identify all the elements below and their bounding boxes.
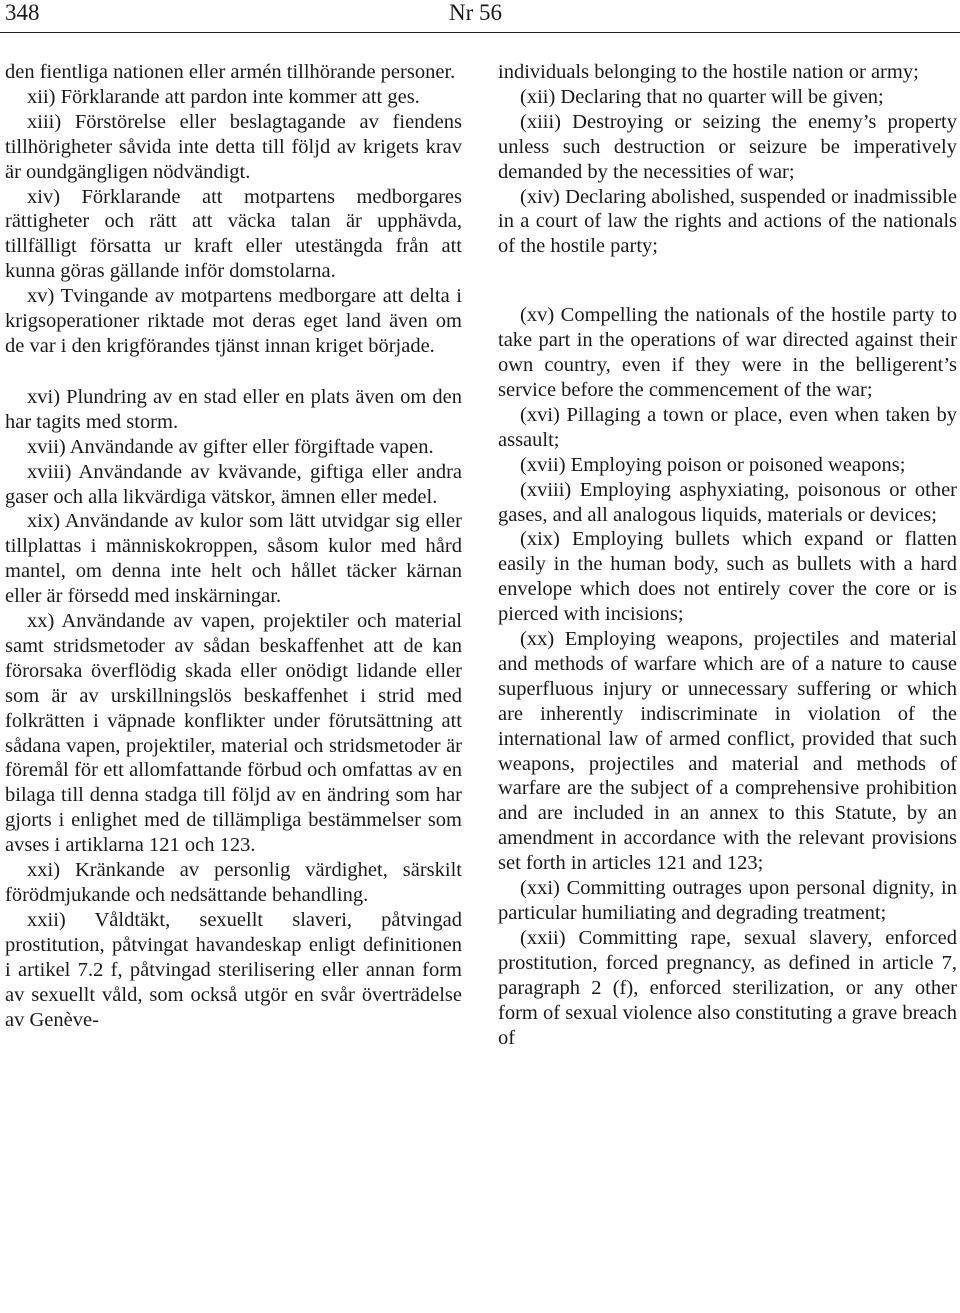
paragraph: (xii) Declaring that no quarter will be given;: [520, 85, 884, 108]
paragraph: xxi) Kränkande av personlig värdighet, särskilt förödmjukande och nedsättande behandling.: [5, 859, 462, 906]
page-number: 348: [5, 0, 40, 25]
paragraph: xxii) Våldtäkt, sexuellt slaveri, påtvingad prostitution, påtvingat havandeskap enligt definitionen i artikel 7.2 f, påtvingad sterilisering eller annan form av sexuellt våld, som också utgör en svår överträdelse av Genève-: [5, 908, 462, 1031]
journal-number: Nr 56: [449, 0, 503, 25]
paragraph: xiv) Förklarande att motpartens medborgares rättigheter och rätt att väcka talan är upphävda, tillfälligt försatta ur kraft eller utestängda från att kunna göras gällande inför domstolarna.: [5, 185, 462, 283]
paragraph: (xxi) Committing outrages upon personal dignity, in particular humiliating and degrading treatment;: [498, 877, 957, 924]
english-column: [498, 60, 957, 1050]
swedish-column: [5, 60, 462, 1032]
paragraph: (xiv) Declaring abolished, suspended or inadmissible in a court of law the rights and actions of the nationals of the hostile party;: [498, 185, 957, 258]
paragraph: den fientliga nationen eller armén tillhörande personer.: [5, 61, 456, 83]
paragraph: (xviii) Employing asphyxiating, poisonous or other gases, and all analogous liquids, materials or devices;: [498, 478, 957, 526]
paragraph: xix) Användande av kulor som lätt utvidgar sig eller tillplattas i människokroppen, såsom kulor med hård mantel, om denna inte helt och hållet täcker kärnan eller är försedd med inskärningar.: [5, 510, 462, 608]
paragraph: xiii) Förstörelse eller beslagtagande av fiendens tillhörigheter såvida inte detta till följd av krigets krav är oundgängligen nödvändigt.: [5, 110, 462, 183]
paragraph: xii) Förklarande att pardon inte kommer att ges.: [27, 85, 420, 108]
paragraph: (xv) Compelling the nationals of the hostile party to take part in the operations of war directed against their own country, even if they were in the belligerent’s service before the commencement of the war;: [498, 304, 957, 401]
paragraph: individuals belonging to the hostile nation or army;: [498, 61, 919, 83]
paragraph: xv) Tvingande av motpartens medborgare att delta i krigsoperationer riktade mot deras eget land även om de var i den krigförandes tjänst innan kriget började.: [5, 285, 462, 357]
page-header: [0, 0, 960, 28]
paragraph: (xxii) Committing rape, sexual slavery, enforced prostitution, forced pregnancy, as defined in article 7, paragraph 2 (f), enforced sterilization, or any other form of sexual violence also constituting a grave breach of: [498, 926, 957, 1049]
header-rule: [0, 32, 960, 33]
paragraph: (xiii) Destroying or seizing the enemy’s property unless such destruction or seizure be imperatively demanded by the necessities of war;: [498, 110, 957, 183]
paragraph: xvi) Plundring av en stad eller en plats även om den har tagits med storm.: [5, 385, 462, 433]
paragraph: (xx) Employing weapons, projectiles and material and methods of warfare which are of a nature to cause superfluous injury or unnecessary suffering or which are inherently indiscriminate in violation of the international law of armed conflict, provided that such weapons, projectiles and material and methods of warfare are the subject of a comprehensive prohibition and are included in an annex to this Statute, by an amendment in accordance with the relevant provisions set forth in articles 121 and 123;: [498, 628, 957, 875]
paragraph: (xix) Employing bullets which expand or flatten easily in the human body, such as bullets with a hard envelope which does not entirely cover the core or is pierced with incisions;: [498, 528, 957, 626]
paragraph: (xvi) Pillaging a town or place, even when taken by assault;: [498, 403, 957, 451]
paragraph: xvii) Användande av gifter eller förgiftade vapen.: [27, 435, 434, 458]
paragraph: xviii) Användande av kvävande, giftiga eller andra gaser och alla likvärdiga vätskor, ämnen eller medel.: [5, 460, 462, 508]
paragraph: xx) Användande av vapen, projektiler och material samt stridsmetoder av sådan beskaffenhet att de kan förorsaka överflödig skada eller onödigt lidande eller som är av urskillningslös beskaffenhet i strid med folkrätten i väpnade konflikter under förutsättning att sådana vapen, projektiler, material och stridsmetoder är föremål för ett allomfattande förbud och omfattas av en bilaga till denna stadga till följd av en ändring som har gjorts i enlighet med de tillämpliga bestämmelser som avses i artiklarna 121 och 123.: [5, 610, 462, 857]
paragraph: (xvii) Employing poison or poisoned weapons;: [520, 453, 906, 476]
